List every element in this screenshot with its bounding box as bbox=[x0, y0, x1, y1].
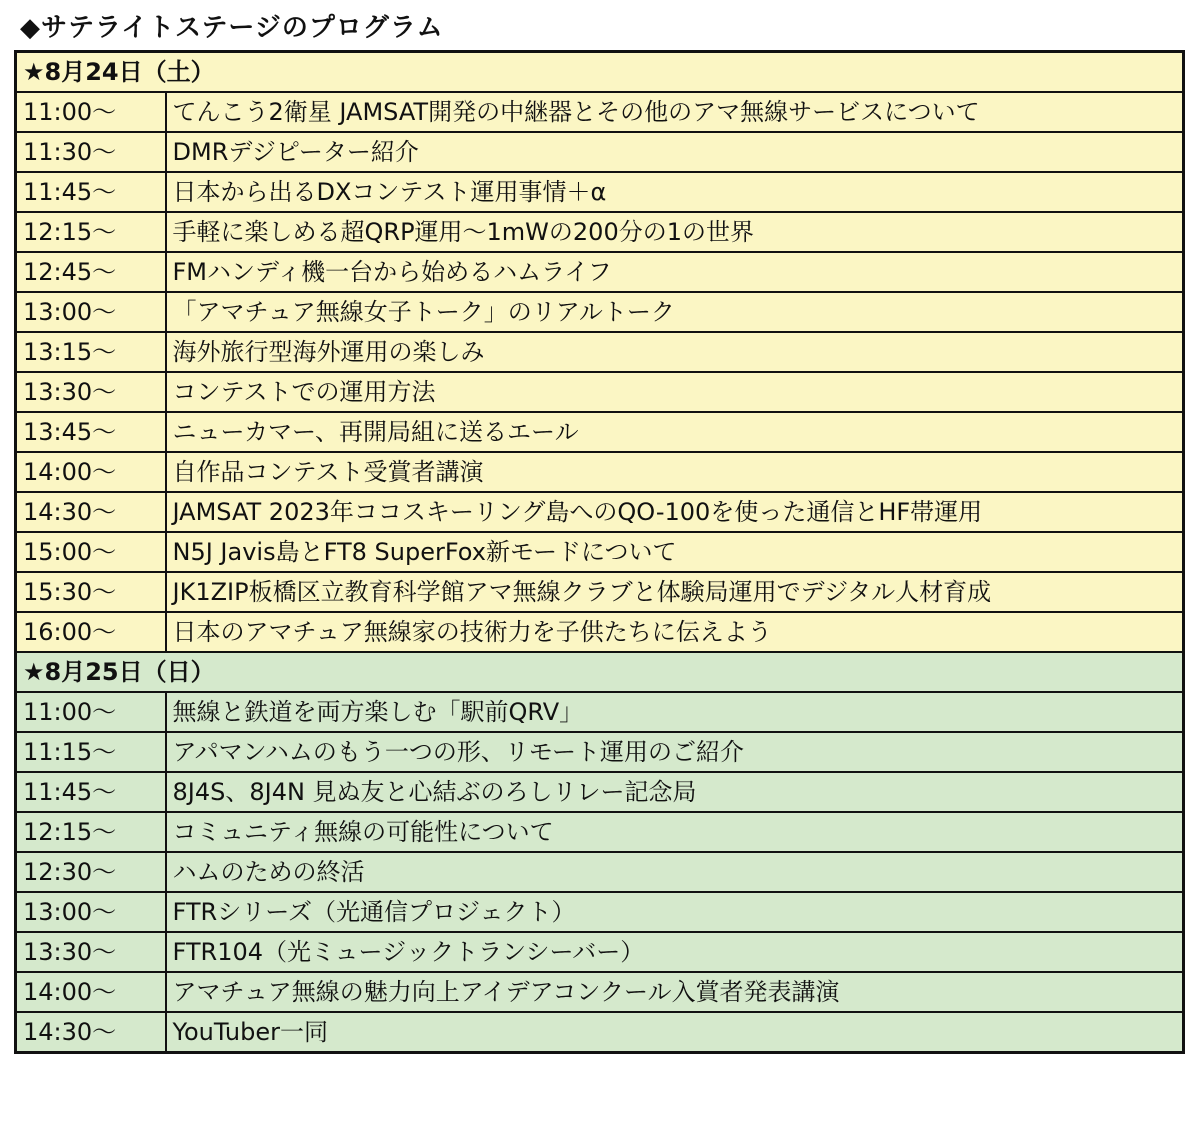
session-title: FTRシリーズ（光通信プロジェクト） bbox=[166, 892, 1184, 932]
page-title: ◆サテライトステージのプログラム bbox=[20, 13, 444, 43]
table-row bbox=[16, 332, 1184, 372]
session-time: 15:30～ bbox=[16, 572, 166, 612]
session-time: 13:45～ bbox=[16, 412, 166, 452]
session-title: アマチュア無線の魅力向上アイデアコンクール入賞者発表講演 bbox=[166, 972, 1184, 1012]
session-title: コミュニティ無線の可能性について bbox=[166, 812, 1184, 852]
session-time: 11:30～ bbox=[16, 132, 166, 172]
session-time: 14:30～ bbox=[16, 492, 166, 532]
session-time: 12:45～ bbox=[16, 252, 166, 292]
day-header: ★8月24日（土） bbox=[16, 52, 1184, 93]
session-time: 14:00～ bbox=[16, 972, 166, 1012]
session-title: コンテストでの運用方法 bbox=[166, 372, 1184, 412]
session-time: 13:00～ bbox=[16, 292, 166, 332]
session-title: 日本から出るDXコンテスト運用事情＋α bbox=[166, 172, 1184, 212]
session-time: 11:15～ bbox=[16, 732, 166, 772]
table-row bbox=[16, 892, 1184, 932]
session-title: 「アマチュア無線女子トーク」のリアルトーク bbox=[166, 292, 1184, 332]
session-title: N5J Javis島とFT8 SuperFox新モードについて bbox=[166, 532, 1184, 572]
session-time: 13:15～ bbox=[16, 332, 166, 372]
session-title: てんこう2衛星 JAMSAT開発の中継器とその他のアマ無線サービスについて bbox=[166, 92, 1184, 132]
session-time: 13:30～ bbox=[16, 932, 166, 972]
table-row bbox=[16, 412, 1184, 452]
table-row bbox=[16, 532, 1184, 572]
session-title: JK1ZIP板橋区立教育科学館アマ無線クラブと体験局運用でデジタル人材育成 bbox=[166, 572, 1184, 612]
table-row bbox=[16, 612, 1184, 652]
session-time: 14:00～ bbox=[16, 452, 166, 492]
session-title: 自作品コンテスト受賞者講演 bbox=[166, 452, 1184, 492]
day-header: ★8月25日（日） bbox=[16, 652, 1184, 692]
table-row bbox=[16, 172, 1184, 212]
session-title: アパマンハムのもう一つの形、リモート運用のご紹介 bbox=[166, 732, 1184, 772]
session-time: 12:15～ bbox=[16, 212, 166, 252]
table-row bbox=[16, 932, 1184, 972]
session-title: DMRデジピーター紹介 bbox=[166, 132, 1184, 172]
program-table bbox=[14, 50, 1185, 1054]
session-title: 日本のアマチュア無線家の技術力を子供たちに伝えよう bbox=[166, 612, 1184, 652]
session-time: 11:00～ bbox=[16, 92, 166, 132]
session-time: 11:45～ bbox=[16, 772, 166, 812]
session-title: JAMSAT 2023年ココスキーリング島へのQO-100を使った通信とHF帯運用 bbox=[166, 492, 1184, 532]
session-time: 15:00～ bbox=[16, 532, 166, 572]
session-title: FTR104（光ミュージックトランシーバー） bbox=[166, 932, 1184, 972]
session-time: 13:00～ bbox=[16, 892, 166, 932]
day-header-row bbox=[16, 652, 1184, 692]
table-row bbox=[16, 1012, 1184, 1053]
session-time: 13:30～ bbox=[16, 372, 166, 412]
session-title: 8J4S、8J4N 見ぬ友と心結ぶのろしリレー記念局 bbox=[166, 772, 1184, 812]
session-time: 11:00～ bbox=[16, 692, 166, 732]
session-time: 12:15～ bbox=[16, 812, 166, 852]
table-row bbox=[16, 772, 1184, 812]
program-table-body bbox=[16, 52, 1184, 1053]
table-row bbox=[16, 972, 1184, 1012]
table-row bbox=[16, 572, 1184, 612]
session-title: YouTuber一同 bbox=[166, 1012, 1184, 1053]
session-title: ハムのための終活 bbox=[166, 852, 1184, 892]
session-time: 12:30～ bbox=[16, 852, 166, 892]
session-title: ニューカマー、再開局組に送るエール bbox=[166, 412, 1184, 452]
session-title: 海外旅行型海外運用の楽しみ bbox=[166, 332, 1184, 372]
session-time: 16:00～ bbox=[16, 612, 166, 652]
table-row bbox=[16, 252, 1184, 292]
table-row bbox=[16, 92, 1184, 132]
table-row bbox=[16, 132, 1184, 172]
session-time: 11:45～ bbox=[16, 172, 166, 212]
table-row bbox=[16, 212, 1184, 252]
table-row bbox=[16, 732, 1184, 772]
table-row bbox=[16, 492, 1184, 532]
session-title: FMハンディ機一台から始めるハムライフ bbox=[166, 252, 1184, 292]
table-row bbox=[16, 292, 1184, 332]
table-row bbox=[16, 812, 1184, 852]
table-row bbox=[16, 852, 1184, 892]
day-header-row bbox=[16, 52, 1184, 93]
table-row bbox=[16, 372, 1184, 412]
session-title: 手軽に楽しめる超QRP運用～1mWの200分の1の世界 bbox=[166, 212, 1184, 252]
session-title: 無線と鉄道を両方楽しむ「駅前QRV」 bbox=[166, 692, 1184, 732]
session-time: 14:30～ bbox=[16, 1012, 166, 1053]
table-row bbox=[16, 452, 1184, 492]
table-row bbox=[16, 692, 1184, 732]
